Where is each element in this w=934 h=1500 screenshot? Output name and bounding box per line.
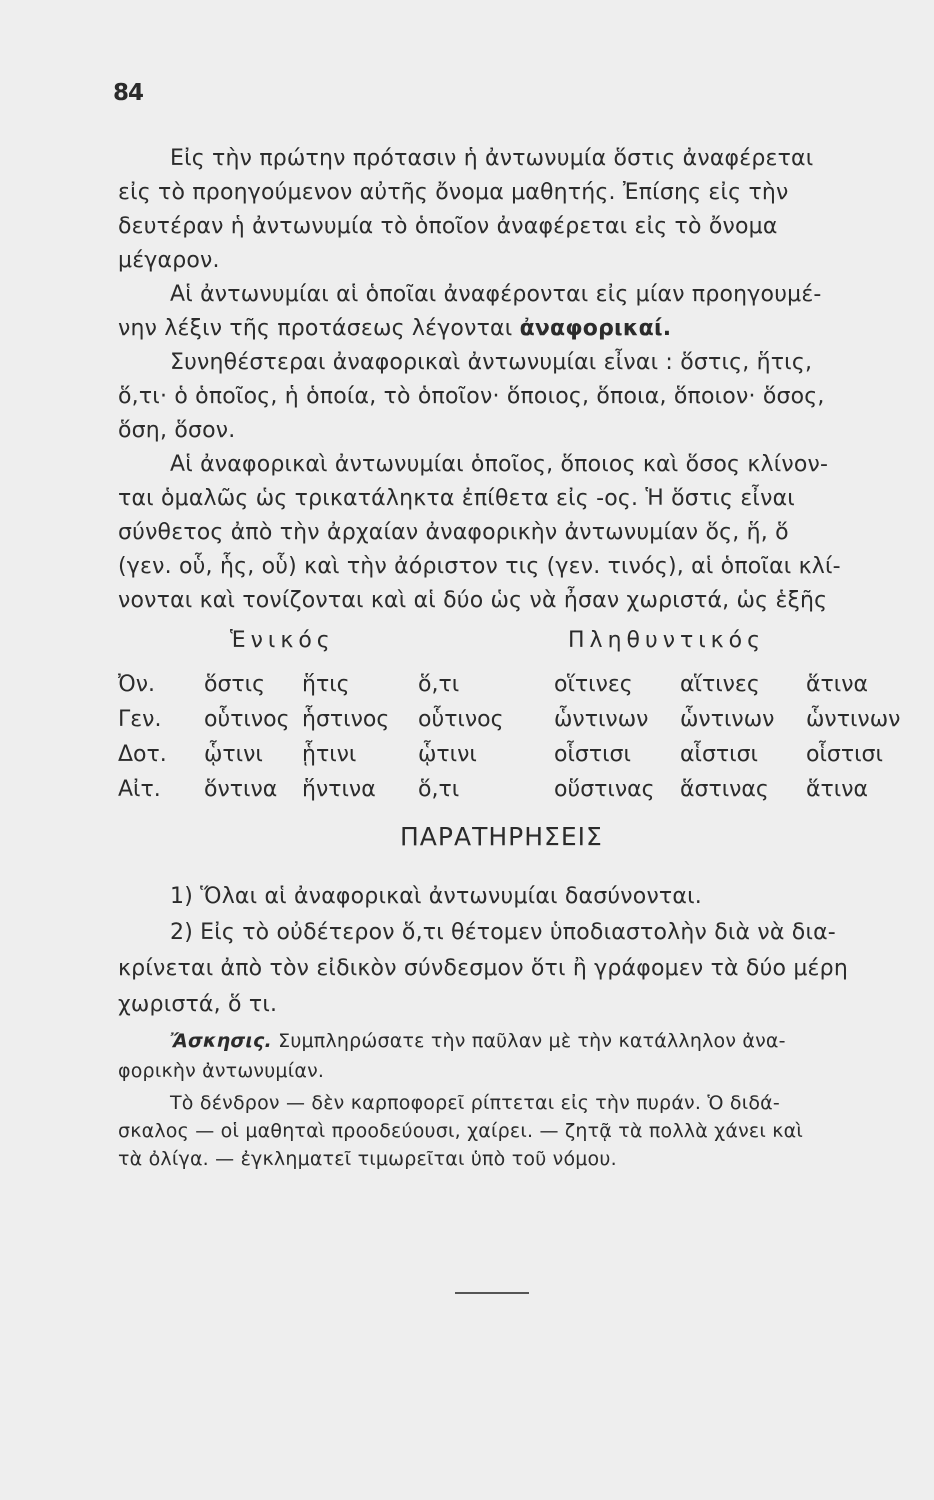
exercise-line (170, 1030, 786, 1052)
table-cell: οἷστισι (806, 742, 883, 767)
page-number: 84 (113, 80, 144, 106)
case-label: Αἰτ. (118, 777, 161, 802)
end-rule (455, 1292, 529, 1294)
exercise-sentence: Τὸ δένδρον — δὲν καρποφορεῖ ρίπτεται εἰς τὴν πυράν. Ὁ διδά- (170, 1092, 780, 1114)
exercise-line: φορικὴν ἀντωνυμίαν. (118, 1060, 325, 1082)
table-cell: ὧντινων (554, 707, 649, 732)
text-line: (γεν. οὗ, ἧς, οὗ) καὶ τὴν ἀόριστον τις (γεν. τινός), αἱ ὁποῖαι κλί- (118, 554, 841, 579)
table-cell: ᾧτινι (418, 742, 477, 767)
table-cell: οἷστισι (554, 742, 631, 767)
table-cell: ἅτινα (806, 672, 868, 697)
text-line: ται ὁμαλῶς ὡς τρικατάληκτα ἐπίθετα εἰς -ος. Ἡ ὅστις εἶναι (118, 486, 795, 511)
singular-header: Ἑνικός (230, 628, 335, 653)
note-line: κρίνεται ἀπὸ τὸν εἰδικὸν σύνδεσμον ὅτι ἢ γράφομεν τὰ δύο μέρη (118, 956, 848, 981)
text-line: ὅση, ὅσον. (118, 418, 236, 443)
table-cell: οὗτινος (204, 707, 290, 732)
table-cell: ἥντινα (302, 777, 376, 802)
table-cell: ᾗτινι (302, 742, 357, 767)
exercise-sentence: τὰ ὀλίγα. — ἐγκληματεῖ τιμωρεῖται ὑπὸ τοῦ νόμου. (118, 1148, 617, 1170)
notes-title: ΠΑΡΑΤΗΡΗΣΕΙΣ (400, 822, 603, 851)
plural-header: Πληθυντικός (568, 628, 766, 653)
table-cell: ὅστις (204, 672, 266, 697)
text-line: Αἱ ἀντωνυμίαι αἱ ὁποῖαι ἀναφέρονται εἰς μίαν προηγουμέ- (170, 282, 822, 307)
case-label: Δοτ. (118, 742, 167, 767)
exercise-label: Ἄσκησις. (170, 1030, 272, 1052)
table-cell: οὕστινας (554, 777, 655, 802)
table-cell: ὧντινων (806, 707, 901, 732)
text-line: ὅ,τι· ὁ ὁποῖος, ἡ ὁποία, τὸ ὁποῖον· ὅποιος, ὅποια, ὅποιον· ὅσος, (118, 384, 825, 409)
text-line: εἰς τὸ προηγούμενον αὐτῆς ὄνομα μαθητής. Ἐπίσης εἰς τὴν (118, 180, 789, 205)
table-cell: ὧντινων (680, 707, 775, 732)
text-line (118, 316, 671, 341)
case-label: Ὀν. (118, 672, 155, 697)
text-line: νονται καὶ τονίζονται καὶ αἱ δύο ὡς νὰ ἦσαν χωριστά, ὡς ἑξῆς (118, 588, 828, 613)
table-cell: οὗτινος (418, 707, 504, 732)
text-line: Εἰς τὴν πρώτην πρότασιν ἡ ἀντωνυμία ὅστις ἀναφέρεται (170, 146, 814, 171)
note-line: χωριστά, ὅ τι. (118, 992, 278, 1017)
text-line: δευτέραν ἡ ἀντωνυμία τὸ ὁποῖον ἀναφέρεται εἰς τὸ ὄνομα (118, 214, 778, 239)
definition-text: νην λέξιν τῆς προτάσεως λέγονται (118, 316, 520, 341)
table-cell: ἅστινας (680, 777, 769, 802)
table-cell: ἥτις (302, 672, 350, 697)
definition-term: ἀναφορικαί. (519, 316, 672, 341)
table-cell: αἷστισι (680, 742, 758, 767)
table-cell: ὅ,τι (418, 777, 460, 802)
exercise-sentence: σκαλος — οἱ μαθηταὶ προοδεύουσι, χαίρει. — ζητᾷ τὰ πολλὰ χάνει καὶ (118, 1120, 803, 1142)
table-cell: αἵτινες (680, 672, 760, 697)
text-line: Αἱ ἀναφορικαὶ ἀντωνυμίαι ὁποῖος, ὅποιος καὶ ὅσος κλίνον- (170, 452, 829, 477)
exercise-instruction: Συμπληρώσατε τὴν παῦλαν μὲ τὴν κατάλληλον ἀνα- (271, 1030, 786, 1052)
text-line: σύνθετος ἀπὸ τὴν ἀρχαίαν ἀναφορικὴν ἀντωνυμίαν ὅς, ἥ, ὅ (118, 520, 789, 545)
table-cell: ᾧτινι (204, 742, 263, 767)
table-cell: ὅ,τι (418, 672, 460, 697)
table-cell: ἅτινα (806, 777, 868, 802)
table-cell: ἧστινος (302, 707, 390, 732)
table-cell: ὅντινα (204, 777, 278, 802)
text-line: μέγαρον. (118, 248, 220, 273)
case-label: Γεν. (118, 707, 162, 732)
note-line: 2) Εἰς τὸ οὐδέτερον ὅ,τι θέτομεν ὑποδιαστολὴν διὰ νὰ δια- (170, 920, 836, 945)
note-line: 1) Ὅλαι αἱ ἀναφορικαὶ ἀντωνυμίαι δασύνονται. (170, 884, 702, 909)
table-cell: οἵτινες (554, 672, 633, 697)
text-line: Συνηθέστεραι ἀναφορικαὶ ἀντωνυμίαι εἶναι : ὅστις, ἥτις, (170, 350, 813, 375)
